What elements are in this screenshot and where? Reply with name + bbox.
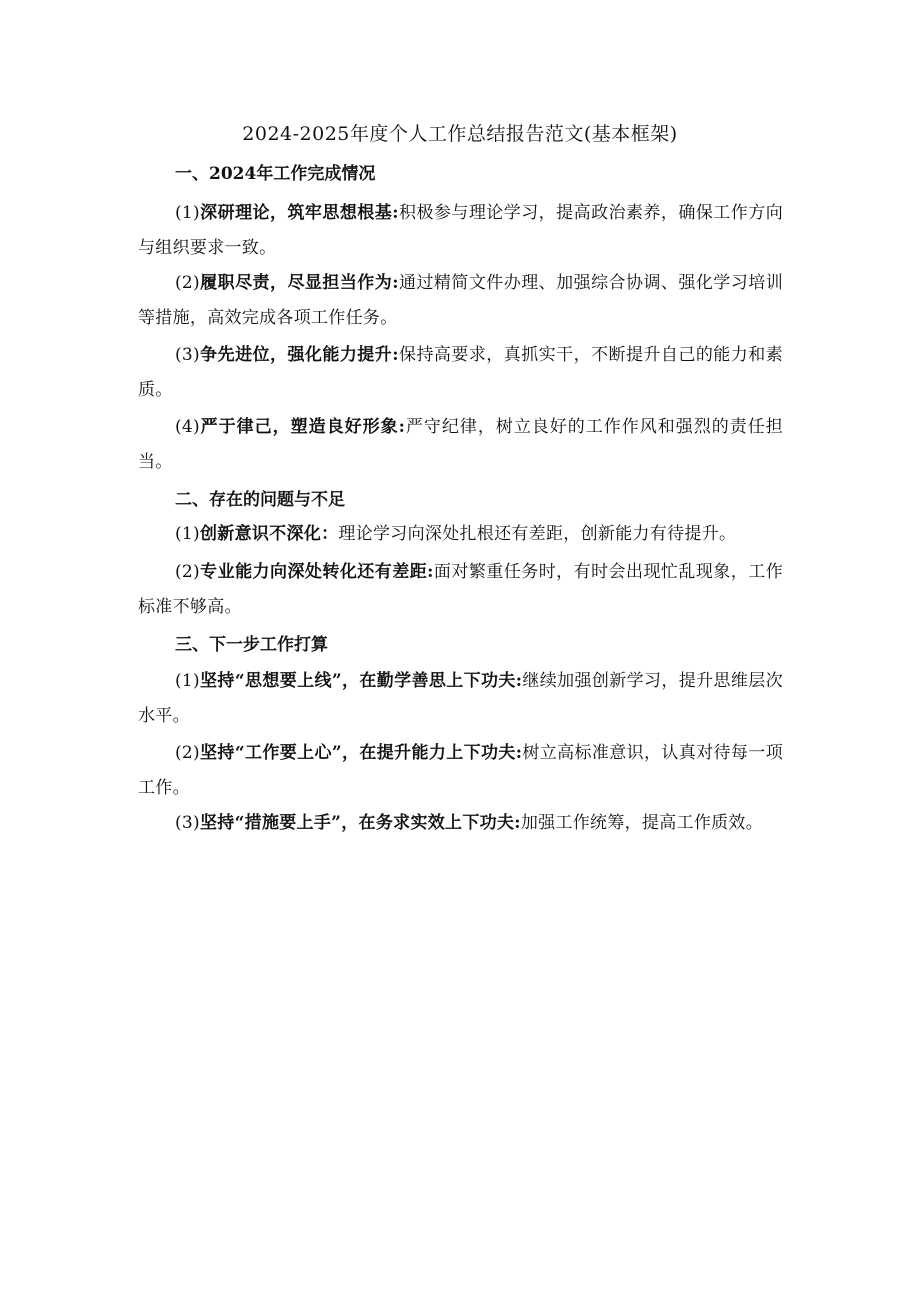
paragraph — [138, 196, 783, 266]
item-text: 面对繁重任务时，有时会出现忙乱现象，工作标准不够高。 — [138, 562, 784, 617]
item-text: 继续加强创新学习，提升思维层次水平。 — [138, 671, 783, 726]
item-number: (3) — [175, 813, 200, 833]
item-number: (2) — [175, 743, 200, 763]
item-lead: 坚持“工作要上心”，在提升能力上下功夫: — [199, 743, 523, 763]
item-lead: 专业能力向深处转化还有差距: — [199, 562, 434, 582]
item-text: 树立高标准意识，认真对待每一项工作。 — [138, 743, 783, 798]
item-lead: 坚持“思想要上线”，在勤学善思上下功夫: — [199, 671, 523, 691]
item-number: (2) — [175, 562, 200, 582]
item-number: (1) — [175, 203, 200, 223]
item-lead: 严于律己，塑造良好形象: — [199, 417, 406, 437]
item-number: (1) — [175, 524, 200, 544]
item-lead: 履职尽责，尽显担当作为: — [199, 273, 399, 293]
section-heading: 二、存在的问题与不足 — [175, 490, 345, 510]
item-text: 严守纪律，树立良好的工作作风和强烈的责任担当。 — [138, 417, 783, 472]
item-lead: 坚持“措施要上手”，在务求实效上下功夫: — [199, 813, 521, 833]
paragraph — [138, 664, 783, 734]
paragraph — [138, 266, 783, 336]
item-number: (1) — [175, 671, 200, 691]
item-text: 保持高要求，真抓实干，不断提升自己的能力和素质。 — [138, 345, 783, 400]
section-heading: 一、2024年工作完成情况 — [175, 164, 376, 184]
paragraph — [138, 410, 783, 480]
document-title: 2024-2025年度个人工作总结报告范文(基本框架) — [242, 123, 678, 145]
item-text: 通过精简文件办理、加强综合协调、强化学习培训等措施，高效完成各项工作任务。 — [138, 273, 783, 328]
item-lead: 创新意识不深化： — [199, 524, 339, 544]
paragraph — [138, 555, 783, 625]
item-lead: 争先进位，强化能力提升: — [199, 345, 399, 365]
item-number: (2) — [175, 273, 200, 293]
paragraph — [138, 736, 783, 806]
paragraph — [138, 517, 783, 552]
item-lead: 深研理论，筑牢思想根基: — [199, 203, 399, 223]
item-number: (4) — [175, 417, 200, 437]
paragraph — [138, 806, 783, 841]
section-heading: 三、下一步工作打算 — [175, 635, 328, 655]
item-text: 加强工作统筹，提高工作质效。 — [520, 813, 764, 833]
item-text: 理论学习向深处扎根还有差距，创新能力有待提升。 — [338, 524, 737, 544]
item-text: 积极参与理论学习，提高政治素养，确保工作方向与组织要求一致。 — [138, 203, 783, 258]
paragraph — [138, 338, 783, 408]
item-number: (3) — [175, 345, 200, 365]
